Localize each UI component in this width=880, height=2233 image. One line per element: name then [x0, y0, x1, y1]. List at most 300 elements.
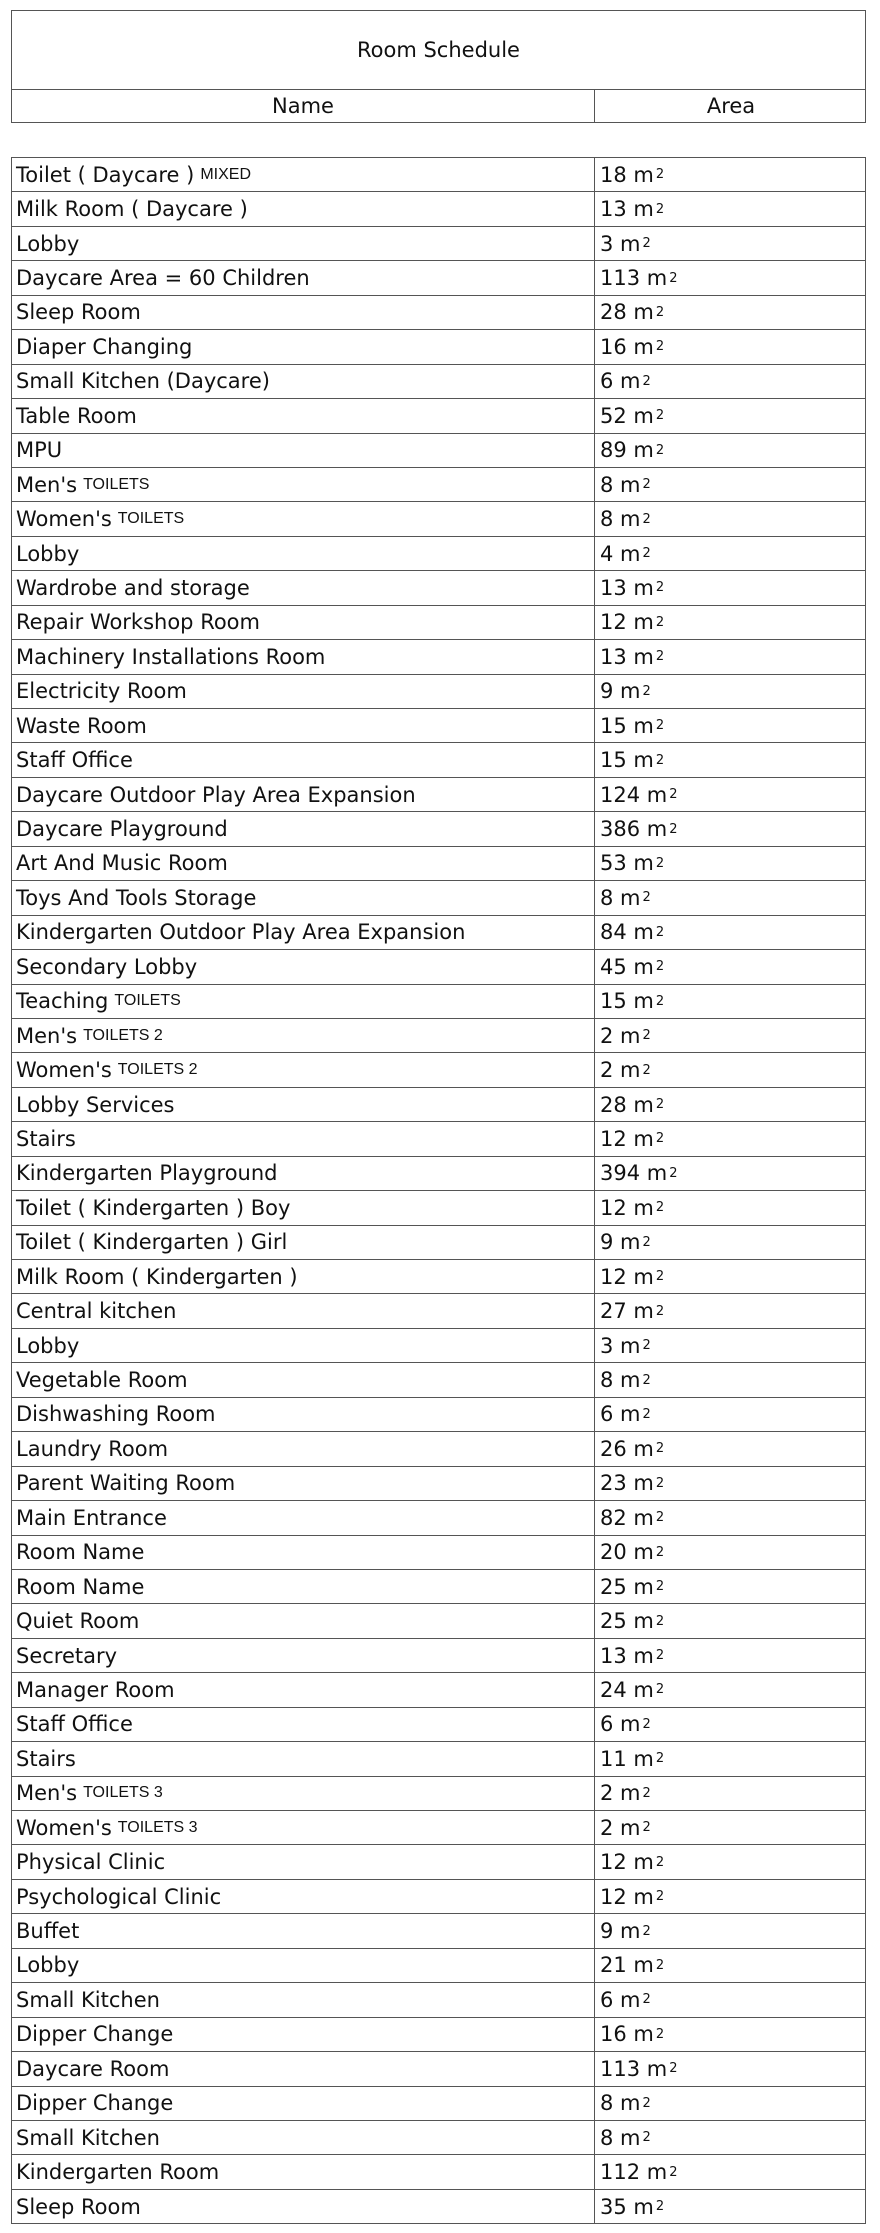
room-area: 9 m: [600, 679, 641, 704]
room-area: 53 m: [600, 851, 654, 876]
area-unit-exponent: 2: [655, 167, 665, 183]
room-name: Art And Music Room: [16, 851, 228, 876]
table-row: [11, 571, 866, 605]
room-area: 25 m: [600, 1574, 654, 1599]
area-unit-exponent: 2: [655, 1682, 665, 1698]
table-row: [11, 261, 866, 295]
room-area: 12 m: [600, 1126, 654, 1151]
area-unit-exponent: 2: [655, 855, 665, 871]
room-name-cell: [12, 985, 595, 1018]
area-unit-exponent: 2: [655, 1131, 665, 1147]
room-name: Kindergarten Room: [16, 2160, 220, 2185]
room-name-cell: [12, 743, 595, 776]
room-area-cell: [595, 1467, 867, 1500]
room-name: Dipper Change: [16, 2022, 174, 2047]
room-name: Room Name: [16, 1574, 145, 1599]
area-unit-exponent: 2: [655, 442, 665, 458]
room-area-cell: [595, 881, 867, 914]
area-unit-exponent: 2: [655, 1854, 665, 1870]
room-name: Women's: [16, 1058, 112, 1083]
room-area-cell: [595, 192, 867, 225]
room-name: Diaper Changing: [16, 334, 193, 359]
room-area-cell: [595, 502, 867, 535]
room-name-cell: [12, 1019, 595, 1052]
room-area-cell: [595, 571, 867, 604]
room-name: Toys And Tools Storage: [16, 885, 257, 910]
table-row: [11, 1501, 866, 1535]
area-unit-exponent: 2: [655, 924, 665, 940]
area-unit-exponent: 2: [642, 1785, 651, 1801]
table-row: [11, 365, 866, 399]
room-name-cell: [12, 261, 595, 294]
room-area-cell: [595, 468, 867, 501]
area-unit-exponent: 2: [642, 236, 651, 252]
table-row: [11, 330, 866, 364]
room-note: TOILETS 2: [83, 1026, 163, 1044]
room-note: TOILETS: [117, 510, 185, 528]
room-name: Toilet ( Kindergarten ) Boy: [16, 1195, 291, 1220]
room-name: Small Kitchen: [16, 1987, 160, 2012]
room-name-cell: [12, 1226, 595, 1259]
room-area: 16 m: [600, 2022, 654, 2047]
area-unit-exponent: 2: [642, 1028, 651, 1044]
area-unit-exponent: 2: [655, 1751, 665, 1767]
room-name: Sleep Room: [16, 2194, 141, 2219]
room-name: Quiet Room: [16, 1609, 140, 1634]
room-area: 2 m: [600, 1781, 641, 1806]
room-area: 2 m: [600, 1058, 641, 1083]
room-area-cell: [595, 1157, 867, 1190]
room-name: Waste Room: [16, 713, 147, 738]
room-name: Main Entrance: [16, 1505, 167, 1530]
room-name: Manager Room: [16, 1677, 175, 1702]
room-name-cell: [12, 537, 595, 570]
table-row: [11, 2018, 866, 2052]
area-unit-exponent: 2: [655, 304, 665, 320]
room-name: Lobby: [16, 1333, 80, 1358]
table-row: [11, 1811, 866, 1845]
room-name-cell: [12, 1294, 595, 1327]
column-header-area: Area: [706, 94, 756, 118]
room-area: 16 m: [600, 334, 654, 359]
room-name-cell: [12, 1949, 595, 1982]
room-note: TOILETS 2: [117, 1061, 198, 1079]
room-area: 113 m: [600, 2056, 668, 2081]
room-area: 8 m: [600, 507, 641, 532]
room-area-cell: [595, 778, 867, 811]
room-name: Stairs: [16, 1126, 76, 1151]
room-area: 12 m: [600, 1195, 654, 1220]
room-name-cell: [12, 812, 595, 845]
area-unit-exponent: 2: [655, 614, 665, 630]
room-area: 89 m: [600, 438, 654, 463]
room-area-cell: [595, 158, 867, 191]
room-name-cell: [12, 399, 595, 432]
area-unit-exponent: 2: [669, 1165, 678, 1181]
room-area-cell: [595, 1088, 867, 1121]
room-area: 35 m: [600, 2194, 654, 2219]
room-name-cell: [12, 1501, 595, 1534]
room-name: Women's: [16, 507, 112, 532]
room-area-cell: [595, 296, 867, 329]
area-unit-exponent: 2: [655, 1475, 665, 1491]
table-row: [11, 1708, 866, 1742]
room-area: 113 m: [600, 266, 668, 291]
room-area-cell: [595, 1191, 867, 1224]
room-area: 8 m: [600, 2125, 641, 2150]
room-name-cell: [12, 227, 595, 260]
table-row: [11, 434, 866, 468]
area-unit-exponent: 2: [655, 1303, 665, 1319]
room-name: Small Kitchen: [16, 2125, 160, 2150]
room-name: Machinery Installations Room: [16, 644, 326, 669]
room-name-cell: [12, 330, 595, 363]
room-area: 82 m: [600, 1505, 654, 1530]
room-area: 3 m: [600, 1333, 641, 1358]
room-name-cell: [12, 571, 595, 604]
table-row: [11, 1949, 866, 1983]
room-name: Daycare Area = 60 Children: [16, 266, 310, 291]
room-area-cell: [595, 365, 867, 398]
room-name: Table Room: [16, 403, 137, 428]
room-area-cell: [595, 709, 867, 742]
room-name: Physical Clinic: [16, 1850, 166, 1875]
room-name-cell: [12, 1398, 595, 1431]
area-unit-exponent: 2: [669, 2061, 678, 2077]
room-name: Lobby: [16, 541, 80, 566]
room-name: Daycare Room: [16, 2056, 170, 2081]
table-row: [11, 606, 866, 640]
room-area: 84 m: [600, 920, 654, 945]
table-row: [11, 1673, 866, 1707]
area-unit-exponent: 2: [655, 580, 665, 596]
table-row: [11, 1604, 866, 1638]
room-area-cell: [595, 1914, 867, 1947]
table-row: [11, 2190, 866, 2224]
area-unit-exponent: 2: [642, 511, 651, 527]
area-unit-exponent: 2: [655, 649, 665, 665]
room-name: Kindergarten Outdoor Play Area Expansion: [16, 920, 466, 945]
room-area: 2 m: [600, 1815, 641, 1840]
table-row: [11, 881, 866, 915]
table-row: [11, 1983, 866, 2017]
room-area-cell: [595, 399, 867, 432]
room-name-cell: [12, 365, 595, 398]
room-name-cell: [12, 1983, 595, 2016]
room-area-cell: [595, 2018, 867, 2051]
room-area: 15 m: [600, 989, 654, 1014]
table-row: [11, 743, 866, 777]
room-area-cell: [595, 1811, 867, 1844]
room-name-cell: [12, 1467, 595, 1500]
area-unit-exponent: 2: [655, 993, 665, 1009]
room-area: 12 m: [600, 610, 654, 635]
room-area: 20 m: [600, 1540, 654, 1565]
table-row: [11, 1363, 866, 1397]
room-area: 23 m: [600, 1471, 654, 1496]
room-name-cell: [12, 847, 595, 880]
room-name-cell: [12, 778, 595, 811]
table-row: [11, 847, 866, 881]
room-name-cell: [12, 2155, 595, 2188]
room-name-cell: [12, 881, 595, 914]
room-area-cell: [595, 1329, 867, 1362]
room-area: 15 m: [600, 713, 654, 738]
room-name-cell: [12, 1673, 595, 1706]
room-area-cell: [595, 1742, 867, 1775]
room-area-cell: [595, 261, 867, 294]
room-area-cell: [595, 950, 867, 983]
area-unit-exponent: 2: [642, 1062, 651, 1078]
room-name-cell: [12, 675, 595, 708]
room-area: 21 m: [600, 1953, 654, 1978]
room-area: 8 m: [600, 2091, 641, 2116]
room-name-cell: [12, 296, 595, 329]
table-row: [11, 227, 866, 261]
room-name-cell: [12, 1157, 595, 1190]
room-name: Parent Waiting Room: [16, 1471, 236, 1496]
room-name-cell: [12, 1845, 595, 1878]
area-unit-exponent: 2: [642, 373, 651, 389]
table-row: [11, 950, 866, 984]
room-note: TOILETS: [114, 992, 181, 1010]
room-area: 12 m: [600, 1850, 654, 1875]
room-area-cell: [595, 1983, 867, 2016]
table-row: [11, 709, 866, 743]
room-area-cell: [595, 2087, 867, 2120]
room-area-cell: [595, 1053, 867, 1086]
room-name: Dishwashing Room: [16, 1402, 216, 1427]
room-area-cell: [595, 1363, 867, 1396]
room-area: 24 m: [600, 1677, 654, 1702]
area-unit-exponent: 2: [642, 1406, 651, 1422]
room-area-cell: [595, 1226, 867, 1259]
room-area-cell: [595, 985, 867, 1018]
room-name: Room Name: [16, 1540, 145, 1565]
room-area-cell: [595, 1845, 867, 1878]
room-area-cell: [595, 2155, 867, 2188]
room-name: Men's: [16, 1023, 78, 1048]
table-row: [11, 675, 866, 709]
table-row: [11, 399, 866, 433]
area-unit-exponent: 2: [655, 1269, 665, 1285]
room-name: Vegetable Room: [16, 1368, 188, 1393]
room-area: 12 m: [600, 1884, 654, 1909]
room-area: 386 m: [600, 817, 668, 842]
room-name-cell: [12, 1880, 595, 1913]
room-name: Psychological Clinic: [16, 1884, 222, 1909]
room-name-cell: [12, 502, 595, 535]
table-row: [11, 1914, 866, 1948]
area-unit-exponent: 2: [655, 339, 665, 355]
room-area-cell: [595, 1777, 867, 1810]
area-unit-exponent: 2: [669, 821, 678, 837]
area-unit-exponent: 2: [669, 270, 678, 286]
table-row: [11, 1742, 866, 1776]
room-area-cell: [595, 2190, 867, 2223]
room-name: Daycare Outdoor Play Area Expansion: [16, 782, 416, 807]
table-row: [11, 1467, 866, 1501]
room-area: 112 m: [600, 2160, 668, 2185]
table-row: [11, 1157, 866, 1191]
table-row: [11, 1019, 866, 1053]
area-unit-exponent: 2: [655, 1544, 665, 1560]
schedule-header: [11, 10, 866, 123]
room-area-cell: [595, 743, 867, 776]
room-name-cell: [12, 1777, 595, 1810]
area-unit-exponent: 2: [655, 1957, 665, 1973]
table-row: [11, 1880, 866, 1914]
area-unit-exponent: 2: [642, 1338, 651, 1354]
room-name: Lobby: [16, 1953, 80, 1978]
room-name-cell: [12, 1742, 595, 1775]
room-area: 28 m: [600, 300, 654, 325]
column-header-name: Name: [12, 90, 595, 122]
area-unit-exponent: 2: [642, 1716, 651, 1732]
room-area-cell: [595, 1570, 867, 1603]
room-name: Secretary: [16, 1643, 118, 1668]
table-row: [11, 1226, 866, 1260]
room-name-cell: [12, 434, 595, 467]
room-name-cell: [12, 192, 595, 225]
room-name-cell: [12, 2087, 595, 2120]
room-area: 6 m: [600, 1987, 641, 2012]
room-area: 124 m: [600, 782, 668, 807]
room-name-cell: [12, 1914, 595, 1947]
table-row: [11, 2087, 866, 2121]
table-row: [11, 1639, 866, 1673]
area-unit-exponent: 2: [655, 718, 665, 734]
room-name-cell: [12, 1708, 595, 1741]
area-unit-exponent: 2: [655, 1889, 665, 1905]
room-area: 2 m: [600, 1023, 641, 1048]
room-name-cell: [12, 1604, 595, 1637]
room-area: 52 m: [600, 403, 654, 428]
table-row: [11, 468, 866, 502]
room-note: TOILETS 3: [83, 1784, 163, 1802]
room-name-cell: [12, 1363, 595, 1396]
room-area-cell: [595, 1294, 867, 1327]
room-name: Women's: [16, 1815, 112, 1840]
room-name: Lobby Services: [16, 1092, 175, 1117]
table-row: [11, 1845, 866, 1879]
room-area-cell: [595, 227, 867, 260]
room-area-cell: [595, 1639, 867, 1672]
area-unit-exponent: 2: [655, 959, 665, 975]
room-name-cell: [12, 1329, 595, 1362]
table-row: [11, 1122, 866, 1156]
table-row: [11, 812, 866, 846]
room-name: Small Kitchen (Daycare): [16, 369, 270, 394]
room-area-cell: [595, 1604, 867, 1637]
room-area-cell: [595, 1673, 867, 1706]
room-name-cell: [12, 1432, 595, 1465]
area-unit-exponent: 2: [642, 1923, 651, 1939]
room-area: 27 m: [600, 1299, 654, 1324]
area-unit-exponent: 2: [669, 2164, 678, 2180]
room-name-cell: [12, 1053, 595, 1086]
room-area-cell: [595, 2121, 867, 2154]
table-row: [11, 296, 866, 330]
room-area: 394 m: [600, 1161, 668, 1186]
room-name: Wardrobe and storage: [16, 575, 250, 600]
area-unit-exponent: 2: [655, 1200, 665, 1216]
table-row: [11, 1088, 866, 1122]
room-name: Teaching: [16, 989, 109, 1014]
table-row: [11, 640, 866, 674]
area-unit-exponent: 2: [655, 752, 665, 768]
area-unit-exponent: 2: [655, 2026, 665, 2042]
area-unit-exponent: 2: [642, 1234, 651, 1250]
room-area: 8 m: [600, 472, 641, 497]
area-unit-exponent: 2: [655, 1097, 665, 1113]
room-name-cell: [12, 606, 595, 639]
room-note: MIXED: [200, 165, 251, 183]
table-row: [11, 2052, 866, 2086]
room-area: 8 m: [600, 1368, 641, 1393]
table-row: [11, 537, 866, 571]
room-area: 28 m: [600, 1092, 654, 1117]
table-row: [11, 502, 866, 536]
table-row: [11, 1536, 866, 1570]
room-name: Repair Workshop Room: [16, 610, 260, 635]
table-row: [11, 916, 866, 950]
room-area-cell: [595, 1880, 867, 1913]
room-name-cell: [12, 1260, 595, 1293]
table-row: [11, 1294, 866, 1328]
table-row: [11, 1329, 866, 1363]
table-row: [11, 192, 866, 226]
table-row: [11, 1570, 866, 1604]
room-name: Dipper Change: [16, 2091, 174, 2116]
room-name: MPU: [16, 438, 63, 463]
room-area: 25 m: [600, 1609, 654, 1634]
table-row: [11, 2155, 866, 2189]
room-name-cell: [12, 1570, 595, 1603]
table-row: [11, 1053, 866, 1087]
room-name-cell: [12, 1639, 595, 1672]
area-unit-exponent: 2: [655, 1613, 665, 1629]
room-area-cell: [595, 1432, 867, 1465]
column-header-row: [11, 89, 866, 123]
room-area-cell: [595, 812, 867, 845]
room-name-cell: [12, 1122, 595, 1155]
room-name: Central kitchen: [16, 1299, 177, 1324]
room-note: TOILETS: [83, 475, 150, 493]
room-area-cell: [595, 1019, 867, 1052]
room-name: Men's: [16, 472, 78, 497]
room-name-cell: [12, 1088, 595, 1121]
room-area-cell: [595, 1949, 867, 1982]
room-area-cell: [595, 330, 867, 363]
room-name: Electricity Room: [16, 679, 187, 704]
room-area: 15 m: [600, 748, 654, 773]
area-unit-exponent: 2: [655, 1441, 665, 1457]
table-row: [11, 158, 866, 192]
room-note: TOILETS 3: [117, 1818, 198, 1836]
room-name-cell: [12, 916, 595, 949]
room-name-cell: [12, 2018, 595, 2051]
room-area: 13 m: [600, 1643, 654, 1668]
room-area: 6 m: [600, 369, 641, 394]
room-area-cell: [595, 1398, 867, 1431]
room-name-cell: [12, 950, 595, 983]
room-name: Daycare Playground: [16, 817, 228, 842]
room-area-cell: [595, 847, 867, 880]
room-area-cell: [595, 606, 867, 639]
room-area-cell: [595, 675, 867, 708]
room-name-cell: [12, 468, 595, 501]
